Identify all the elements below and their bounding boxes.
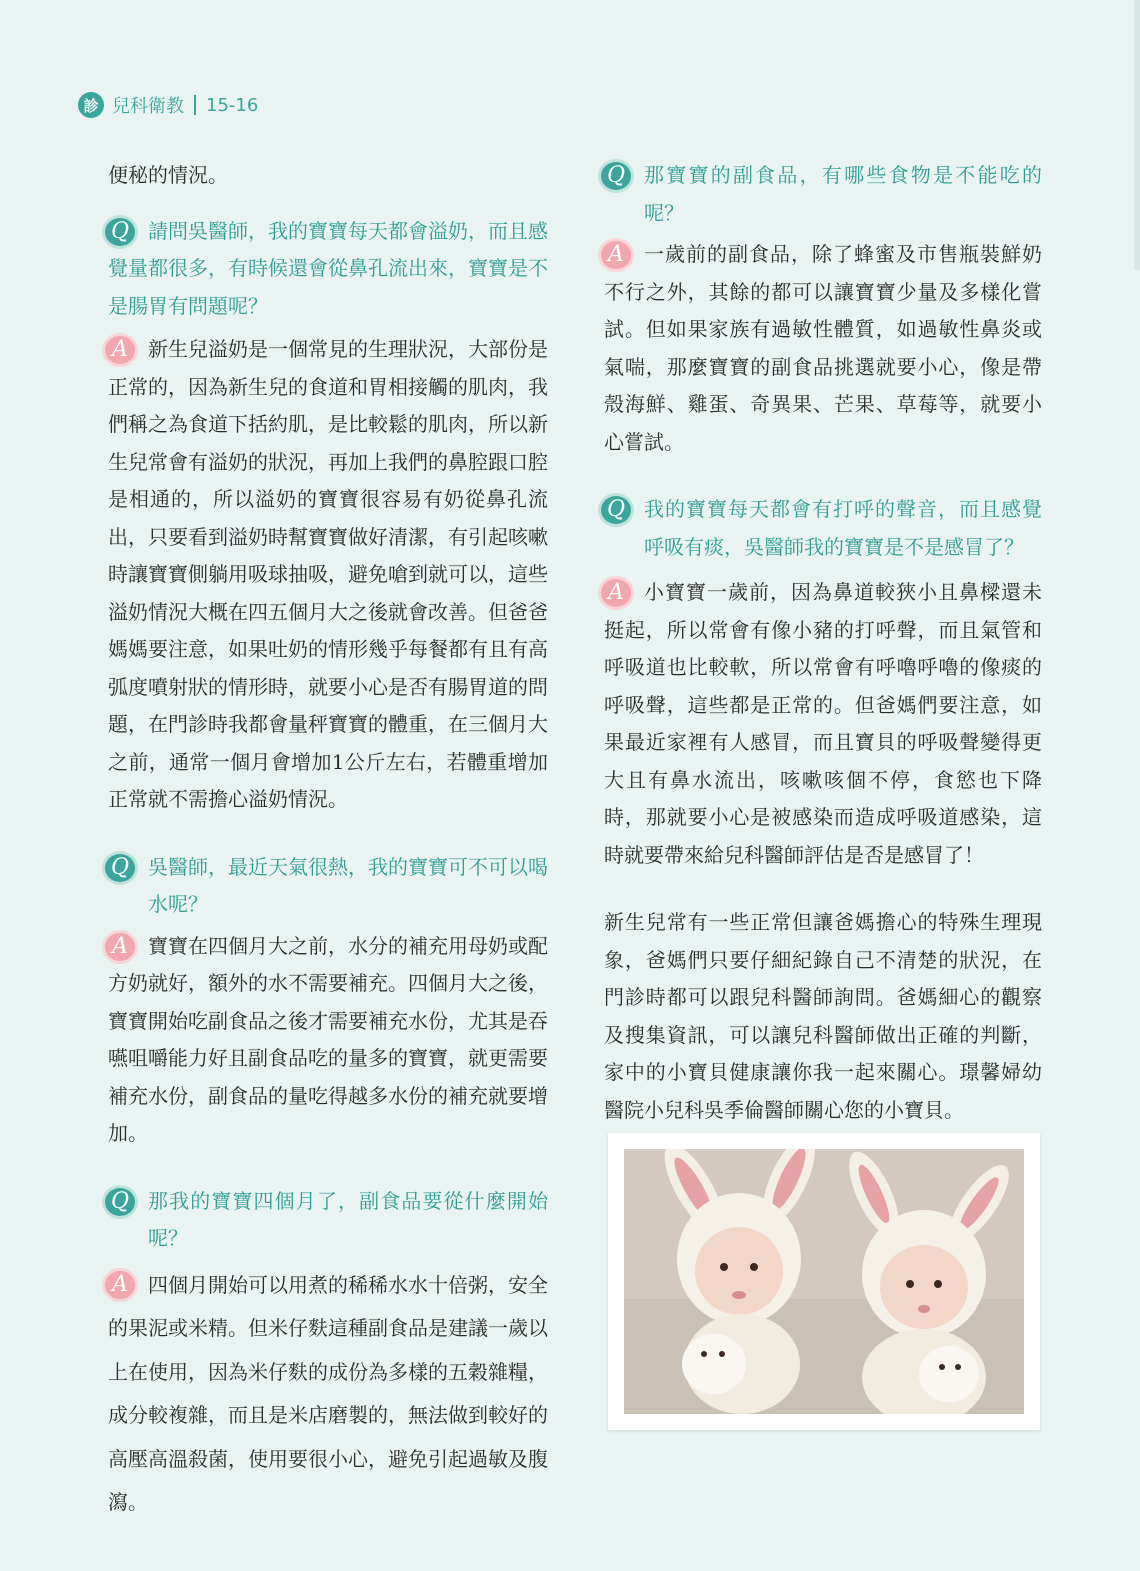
- answer-text: 新生兒溢奶是一個常見的生理狀況，大部份是正常的，因為新生兒的食道和胃相接觸的肌肉，我們稱之為食道下括約肌，是比較鬆的肌肉，所以新生兒常會有溢奶的狀況，再加上我們的鼻腔跟口腔是相通的，所以溢奶的寶寶很容易有奶從鼻孔流出，只要看到溢奶時幫寶寶做好清潔，有引起咳嗽時讓寶寶側躺用吸球抽吸，避免嗆到就可以，這些溢奶情況大概在四五個月大之後就會改善。但爸爸媽媽要注意，如果吐奶的情形幾乎每餐都有且有高弧度噴射狀的情形時，就要小心是否有腸胃道的問題，在門診時我都會量秤寶寶的體重，在三個月大之前，通常一個月會增加1公斤左右，若體重增加正常就不需擔心溢奶情況。: [108, 337, 548, 811]
- answer-icon: A: [598, 576, 634, 610]
- answer-icon: A: [102, 930, 138, 964]
- question-icon: Q: [102, 851, 138, 885]
- clinic-logo-icon: 診: [78, 92, 104, 118]
- answer-text: 四個月開始可以用煮的稀稀水水十倍粥，安全的果泥或米精。但米仔麩這種副食品是建議一歲以上在使用，因為米仔麩的成份為多樣的五穀雜糧，成分較複雜，而且是米店磨製的，無法做到較好的高壓高溫殺菌，使用要很小心，避免引起過敏及腹瀉。: [108, 1272, 548, 1514]
- qa-block: [604, 574, 1042, 874]
- intro-text: 便秘的情況。: [108, 163, 228, 187]
- page-header: [78, 90, 258, 120]
- answer-icon: A: [102, 333, 138, 367]
- answer-text: 寶寶在四個月大之前，水分的補充用母奶或配方奶就好，額外的水不需要補充。四個月大之後，寶寶開始吃副食品之後才需要補充水份，尤其是吞嚥咀嚼能力好且副食品吃的量多的寶寶，就更需要補充水份，副食品的量吃得越多水份的補充就要增加。: [108, 933, 548, 1145]
- photo-frame: [608, 1133, 1040, 1430]
- qa-block: [108, 849, 548, 924]
- question-text: 請問吳醫師，我的寶寶每天都會溢奶，而且感覺量都很多，有時候還會從鼻孔流出來，寶寶是不是腸胃有問題呢？: [108, 218, 548, 318]
- question-icon: Q: [102, 215, 138, 249]
- qa-block: [108, 928, 548, 1153]
- qa-block: [108, 331, 548, 819]
- answer-icon: A: [598, 238, 634, 272]
- qa-block: [604, 491, 1042, 566]
- qa-block: [108, 213, 548, 326]
- qa-block: [604, 157, 1042, 232]
- question-icon: Q: [102, 1185, 138, 1219]
- left-column: [108, 157, 548, 1525]
- twin-babies-photo: [624, 1149, 1024, 1414]
- qa-block: [604, 236, 1042, 461]
- babies-in-bunny-hats-image: [624, 1149, 1024, 1414]
- answer-icon: A: [102, 1268, 138, 1302]
- qa-block: [108, 1183, 548, 1258]
- right-column: [604, 157, 1042, 1129]
- scrollbar[interactable]: [1134, 0, 1140, 270]
- question-text: 那我的寶寶四個月了，副食品要從什麼開始呢？: [148, 1188, 548, 1250]
- closing-text: 新生兒常有一些正常但讓爸媽擔心的特殊生理現象，爸媽們只要仔細紀錄自己不清楚的狀況，在門診時都可以跟兒科醫師詢問。爸媽細心的觀察及搜集資訊，可以讓兒科醫師做出正確的判斷，家中的小寶貝健康讓你我一起來關心。璟馨婦幼醫院小兒科吳季倫醫師關心您的小寶貝。: [604, 910, 1042, 1122]
- qa-block: [108, 1264, 548, 1525]
- answer-text: 小寶寶一歲前，因為鼻道較狹小且鼻樑還未挺起，所以常會有像小豬的打呼聲，而且氣管和呼吸道也比較軟，所以常會有呼嚕呼嚕的像痰的呼吸聲，這些都是正常的。但爸媽們要注意，如果最近家裡有人感冒，而且寶貝的呼吸聲變得更大且有鼻水流出，咳嗽咳個不停，食慾也下降時，那就要小心是被感染而造成呼吸道感染，這時就要帶來給兒科醫師評估是否是感冒了！: [604, 580, 1042, 867]
- question-text: 那寶寶的副食品，有哪些食物是不能吃的呢？: [644, 163, 1042, 225]
- question-icon: Q: [598, 493, 634, 527]
- question-text: 吳醫師，最近天氣很熱，我的寶寶可不可以喝水呢？: [148, 854, 548, 916]
- section-title: 兒科衛教: [112, 96, 184, 117]
- header-divider: [194, 95, 196, 115]
- answer-text: 一歲前的副食品，除了蜂蜜及市售瓶裝鮮奶不行之外，其餘的都可以讓寶寶少量及多樣化嘗試。但如果家族有過敏性體質，如過敏性鼻炎或氣喘，那麼寶寶的副食品挑選就要小心，像是帶殼海鮮、雞蛋、奇異果、芒果、草莓等，就要小心嘗試。: [604, 242, 1042, 454]
- question-text: 我的寶寶每天都會有打呼的聲音，而且感覺呼吸有痰，吳醫師我的寶寶是不是感冒了？: [644, 497, 1042, 559]
- question-icon: Q: [598, 159, 634, 193]
- page-number: 15-16: [206, 94, 259, 116]
